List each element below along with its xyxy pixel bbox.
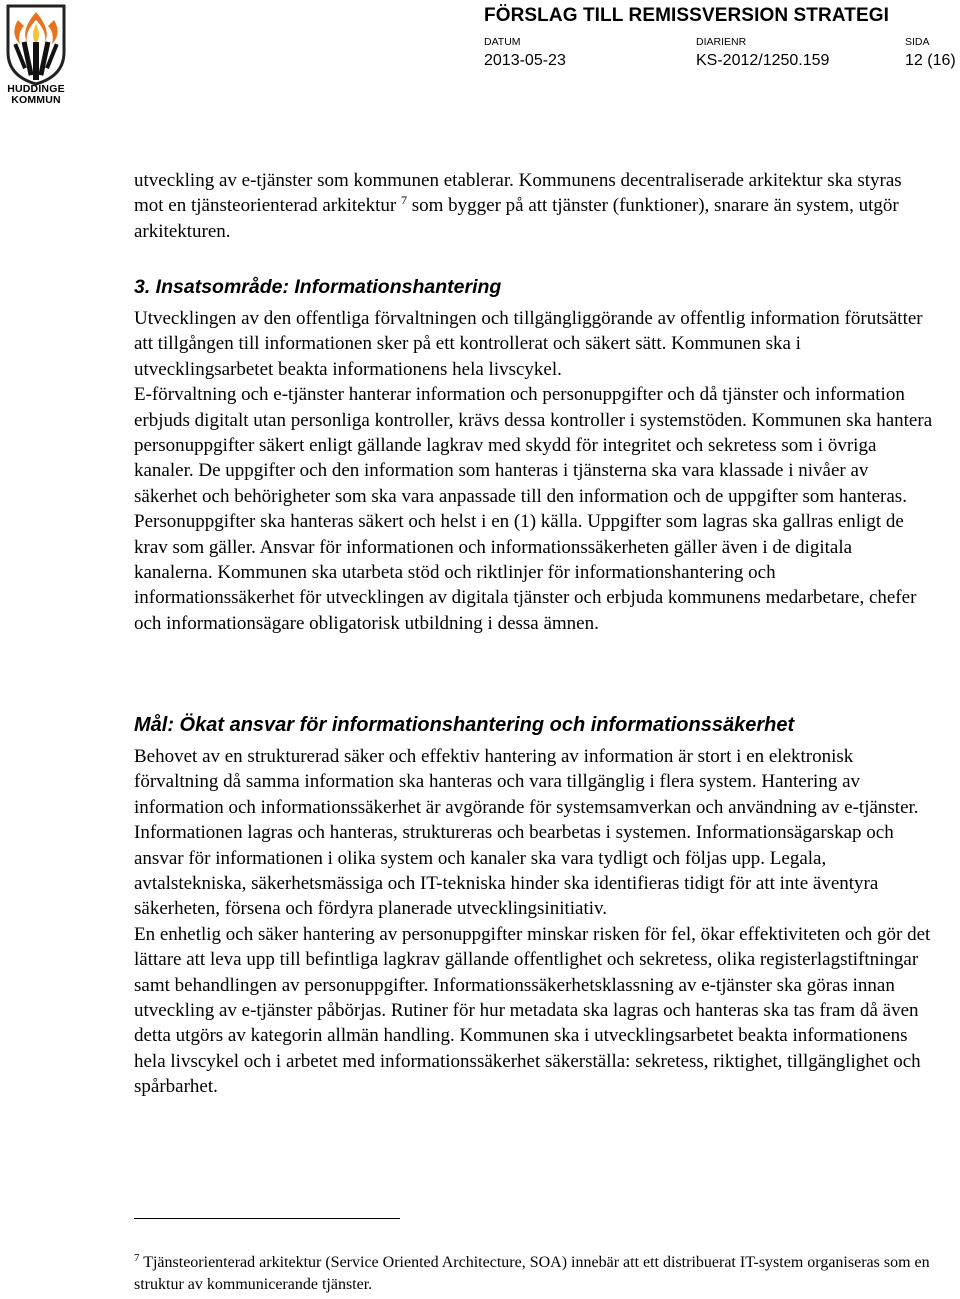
goal-paragraph-2: En enhetlig och säker hantering av personuppgifter minskar risken för fel, ökar effektiviteten och gör det lättare att leva upp till befintliga lagkrav gällande offentlighet och sekretess, olika registerlagstiftningar samt behandlingen av personuppgifter. Informationssäkerhetsklassning av e-tjänster ska göras innan utveckling av e-tjänster påbörjas. Rutiner för hur metadata ska lagras och hanteras ska tas fram då även detta utgörs av kategorin allmän handling. Kommunen ska i utvecklingsarbetet beakta informationens hela livscykel och i arbetet med informationssäkerhet säkerställa: sekretess, riktighet, tillgänglighet och spårbarhet. xyxy=(134,923,931,1098)
goal-body xyxy=(134,744,934,1100)
date-value: 2013-05-23 xyxy=(484,52,566,69)
logo-text-line1: HUDDINGE xyxy=(7,83,65,95)
footnote-divider xyxy=(134,1218,400,1219)
intro-paragraph xyxy=(134,168,934,244)
document-title: FÖRSLAG TILL REMISSVERSION STRATEGI xyxy=(484,5,889,26)
intro-text-before: utveckling av e-tjänster som kommunen etablerar. Kommunens decentraliserade arkitektur ska styras mot en tjänsteorienterad arkitektur xyxy=(134,170,902,217)
goal-paragraph-1: Behovet av en strukturerad säker och effektiv hantering av information är stort i en elektronisk förvaltning då samma information ska hanteras och vara tillgänglig i flera system. Hantering av information och informationssäkerhet är avgörande för systemsamverkan och användning av e-tjänster. Informationen lagras och hanteras, struktureras och bearbetas i systemen. Informationsägarskap och ansvar för informationen i olika system och kanaler ska vara tydligt och följas upp. Legala, avtalstekniska, säkerhetsmässiga och IT-tekniska hinder ska identifieras tidigt för att inte äventyra säkerheten, försena och fördyra planerade utvecklingsinitiativ. xyxy=(134,746,919,920)
page-header xyxy=(0,0,960,110)
section-paragraph-2: E-förvaltning och e-tjänster hanterar information och personuppgifter och då tjänster och information erbjuds digitalt utan personliga kontroller, krävs dessa kontroller i systemstöden. Kommunen ska hantera personuppgifter säkert enligt gällande lagkrav med skydd för integritet och sekretess som i övriga kanaler. De uppgifter och den information som hanteras i tjänsterna ska vara klassade i nivåer av säkerhet och behörigheter som ska vara anpassade till den information och de uppgifter som hanteras. Personuppgifter ska hanteras säkert och helst i en (1) källa. Uppgifter som lagras ska gallras enligt de krav som gäller. Ansvar för informationen och informationssäkerheten gäller även i de digitala kanalerna. Kommunen ska utarbeta stöd och riktlinjer för informationshantering och informationssäkerhet för utvecklingen av digitala tjänster och erbjuda kommunens medarbetare, chefer och informationsägare obligatorisk utbildning i dessa ämnen. xyxy=(134,384,933,634)
page-label: SIDA xyxy=(905,36,930,48)
page-value: 12 (16) xyxy=(905,52,956,69)
goal-heading: Mål: Ökat ansvar för informationshantering och informationssäkerhet xyxy=(134,714,795,736)
section-heading: 3. Insatsområde: Informationshantering xyxy=(134,276,502,298)
date-label: DATUM xyxy=(484,36,521,48)
reference-value: KS-2012/1250.159 xyxy=(696,52,830,69)
section-paragraph-1: Utvecklingen av den offentliga förvaltningen och tillgängliggörande av offentlig information förutsätter att tillgången till informationen sker på ett kontrollerat och säkert sätt. Kommunen ska i utvecklingsarbetet beakta informationens hela livscykel. xyxy=(134,308,923,380)
footnote-text: Tjänsteorienterad arkitektur (Service Oriented Architecture, SOA) innebär att ett distribuerat IT-system organiseras som en struktur av kommunicerande tjänster. xyxy=(134,1254,930,1293)
footnote xyxy=(134,1252,934,1296)
logo-text-line2: KOMMUN xyxy=(11,94,61,106)
footnote-reference[interactable]: 7 xyxy=(400,193,407,208)
footnote-number: 7 xyxy=(134,1252,140,1264)
reference-label: DIARIENR xyxy=(696,36,747,48)
intro-text-after: som bygger på att tjänster (funktioner), snarare än system, utgör arkitekturen. xyxy=(134,195,899,242)
section-body xyxy=(134,306,934,636)
